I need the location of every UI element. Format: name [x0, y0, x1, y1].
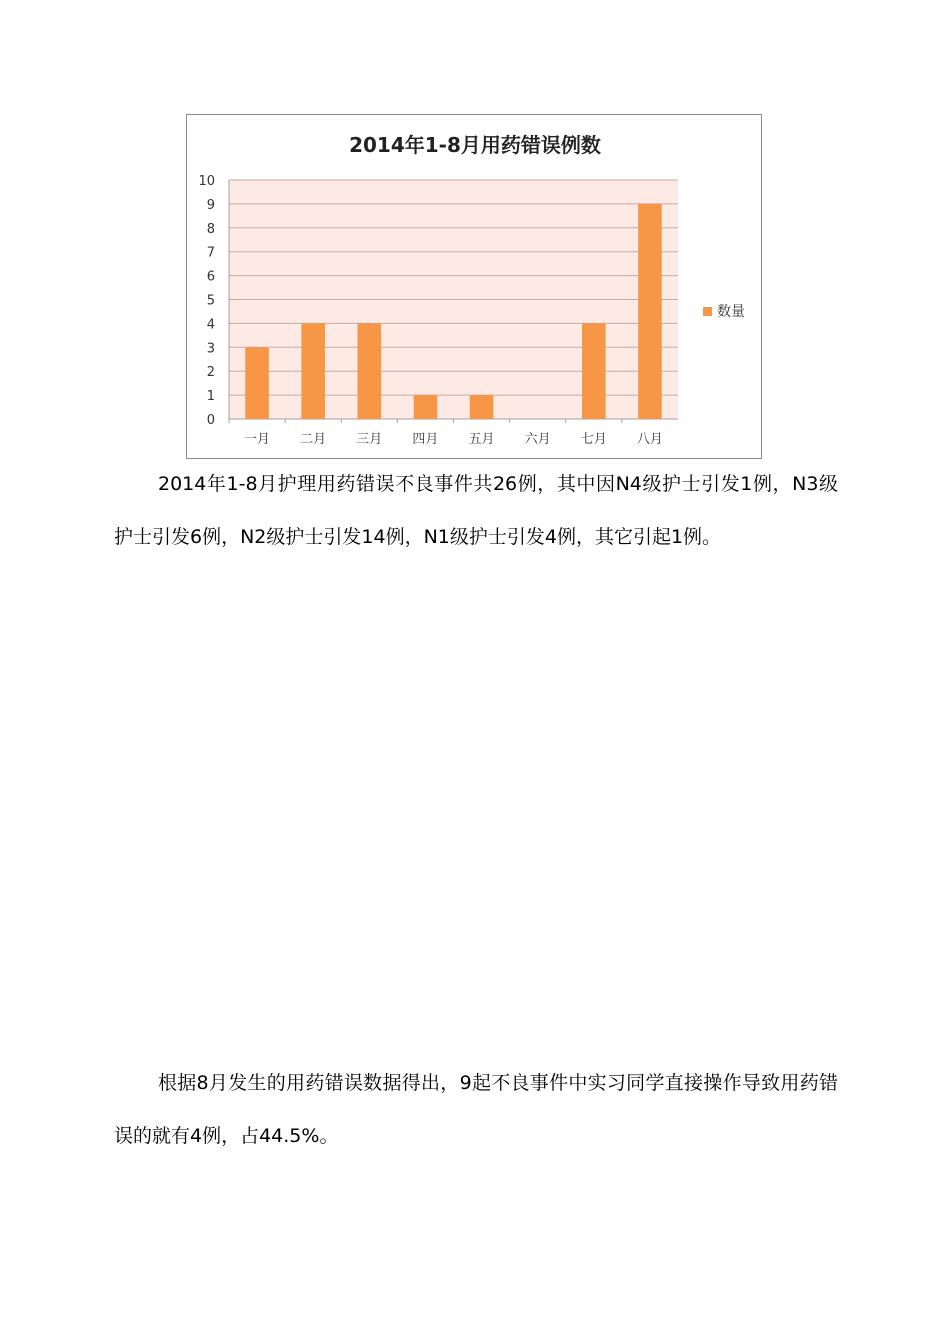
x-tick-label: 七月	[580, 432, 607, 447]
bar	[245, 347, 269, 419]
chart-canvas	[187, 115, 761, 458]
y-tick-label: 5	[206, 293, 215, 309]
x-tick-label: 六月	[524, 432, 551, 447]
y-tick-label: 4	[206, 317, 215, 333]
bar	[638, 204, 662, 419]
bar	[470, 395, 494, 419]
legend-swatch	[703, 307, 712, 316]
x-tick-label: 三月	[356, 432, 383, 447]
chart-title: 2014年1-8月用药错误例数	[349, 133, 601, 157]
y-tick-label: 9	[206, 197, 215, 213]
y-tick-label: 7	[206, 245, 215, 261]
y-tick-label: 10	[198, 174, 215, 189]
bar	[301, 323, 325, 419]
x-tick-label: 四月	[412, 432, 439, 447]
y-tick-label: 6	[206, 269, 215, 285]
bar	[358, 323, 382, 419]
y-axis-ticks	[198, 174, 215, 428]
y-tick-label: 0	[206, 413, 215, 428]
x-tick-label: 二月	[300, 432, 327, 447]
x-tick-label: 八月	[636, 432, 663, 447]
bar	[414, 395, 438, 419]
legend	[703, 303, 745, 320]
x-tick-label: 一月	[244, 432, 271, 447]
x-tick-label: 五月	[468, 432, 495, 447]
bar-chart	[186, 114, 762, 459]
legend-label: 数量	[717, 304, 745, 320]
bar	[582, 323, 606, 419]
paragraph-summary: 2014年1-8月护理用药错误不良事件共26例，其中因N4级护士引发1例，N3级护士引发6例，N2级护士引发14例，N1级护士引发4例，其它引起1例。	[114, 473, 838, 548]
y-tick-label: 8	[206, 221, 215, 237]
y-tick-label: 2	[206, 365, 215, 381]
y-tick-label: 1	[206, 389, 215, 405]
y-tick-label: 3	[206, 341, 215, 357]
x-axis-ticks	[229, 419, 663, 447]
paragraph-august-analysis: 根据8月发生的用药错误数据得出，9起不良事件中实习同学直接操作导致用药错误的就有4例，占44.5%。	[114, 1072, 838, 1147]
